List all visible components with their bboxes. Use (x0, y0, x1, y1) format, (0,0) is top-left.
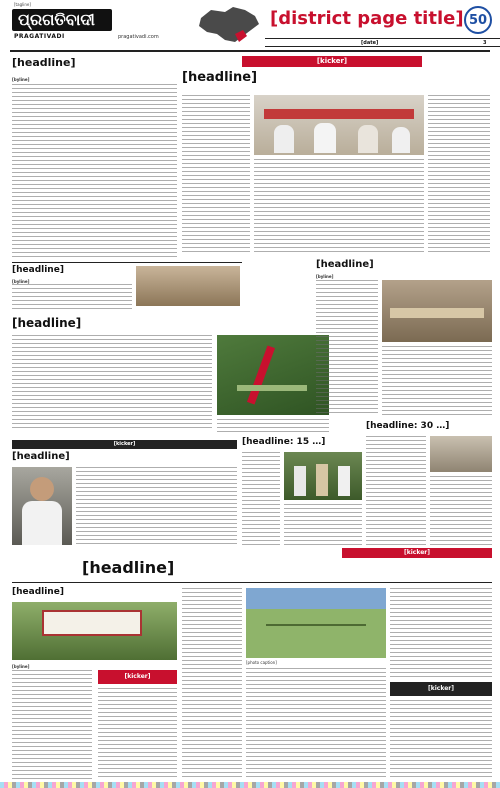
body-text (12, 84, 177, 260)
anniversary-number: 50 (469, 13, 488, 28)
byline: [byline] (12, 664, 30, 669)
kicker: [kicker] (342, 548, 492, 558)
logo-text: ପ୍ରଗତିବାଦୀ (18, 10, 95, 29)
article-photo (12, 467, 72, 545)
headline: [headline] (12, 56, 76, 69)
article-photo (12, 602, 177, 660)
article-7 (242, 438, 362, 546)
article-3 (12, 262, 242, 312)
body-text (382, 346, 492, 416)
byline: [byline] (12, 279, 30, 284)
kicker: [kicker] (98, 670, 177, 684)
article-6 (12, 440, 237, 546)
logo-subtitle: PRAGATIVADI (14, 33, 65, 40)
article-photo (217, 335, 329, 415)
anniversary-logo (464, 6, 492, 34)
article-photo (254, 95, 424, 155)
headline: [headline] (12, 451, 70, 462)
kicker: [kicker] (390, 682, 492, 696)
body-text (12, 284, 132, 312)
headline: [headline] (12, 316, 82, 330)
article-11 (182, 586, 492, 782)
page-number: 3 (483, 40, 487, 46)
body-text (242, 452, 280, 546)
body-text (390, 588, 492, 678)
headline: [headline] (12, 265, 64, 275)
divider (12, 582, 492, 583)
article-10 (12, 586, 177, 782)
body-text (430, 476, 492, 546)
divider (12, 262, 242, 263)
website-url: pragativadi.com (118, 34, 159, 40)
headline: [headline] (82, 558, 175, 577)
body-text (254, 159, 424, 255)
body-text (428, 95, 490, 255)
body-text (246, 668, 386, 778)
article-8 (366, 422, 492, 546)
masthead (0, 0, 500, 52)
article-photo (382, 280, 492, 342)
byline: [byline] (12, 77, 30, 82)
article-5 (316, 258, 492, 418)
body-text (366, 436, 426, 546)
body-text (284, 504, 362, 546)
body-text (98, 688, 177, 780)
body-text (12, 670, 92, 780)
byline: [byline] (316, 274, 334, 279)
print-registration-marks (0, 782, 500, 788)
kicker: [kicker] (12, 440, 237, 449)
photo-caption: [photo caption] (246, 660, 277, 665)
article-9 (12, 548, 492, 584)
headline: [headline] (182, 70, 258, 85)
section-title: [district page title] (270, 8, 464, 29)
dateline: [date] (361, 40, 379, 46)
article-1 (12, 55, 177, 260)
body-text (316, 280, 378, 416)
headline: [headline] (316, 259, 374, 270)
body-text (390, 700, 492, 778)
body-text (182, 588, 242, 778)
tagline: [tagline] (14, 2, 31, 7)
logo (12, 9, 112, 31)
masthead-rule (10, 50, 490, 52)
body-text (76, 467, 237, 545)
kicker: [kicker] (242, 56, 422, 67)
article-2 (182, 55, 490, 260)
body-text (12, 335, 212, 431)
article-photo (284, 452, 362, 500)
article-photo (430, 436, 492, 472)
odisha-map-icon (195, 4, 265, 46)
dateline-bar (265, 38, 500, 47)
headline: [headline: 15 …] (242, 437, 326, 447)
body-text (217, 419, 329, 433)
headline: [headline] (12, 587, 64, 597)
headline: [headline: 30 …] (366, 421, 450, 431)
body-text (182, 95, 250, 255)
article-photo (246, 588, 386, 658)
article-photo (136, 266, 240, 306)
